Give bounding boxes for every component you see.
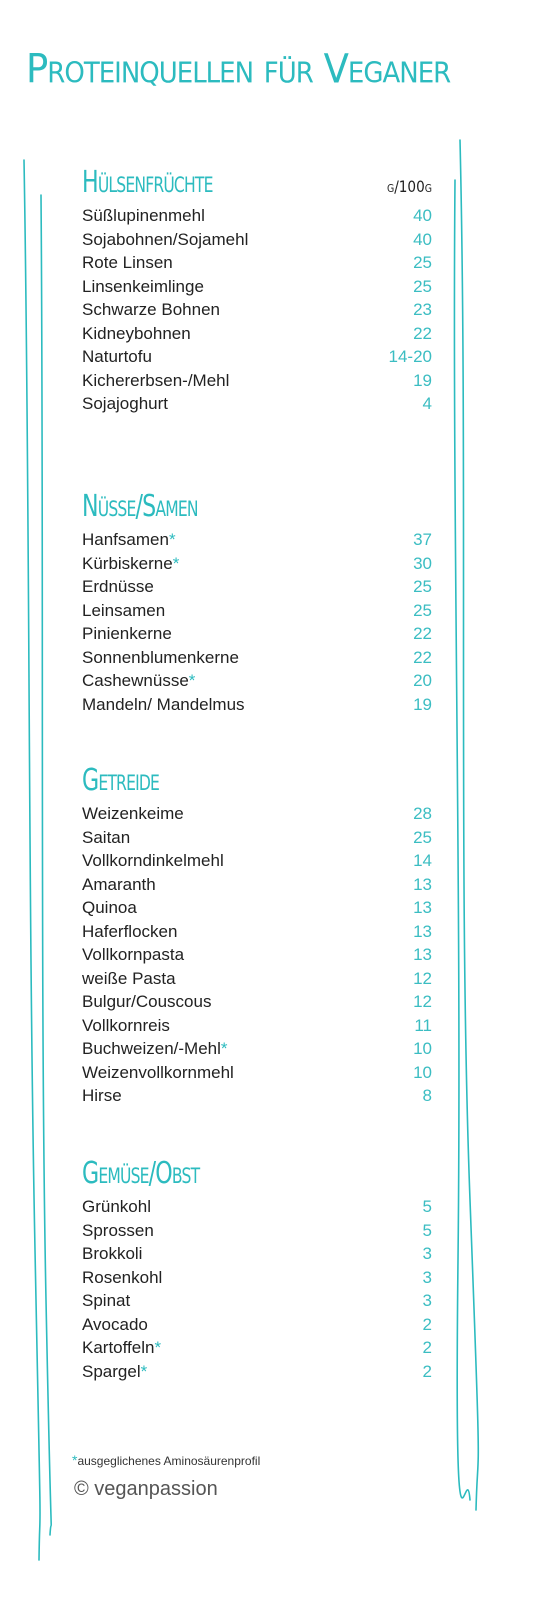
- item-value: 2: [422, 1314, 432, 1334]
- item-name: [82, 552, 179, 576]
- item-name: [82, 1014, 170, 1038]
- item-name-text: Vollkornreis: [82, 1015, 170, 1035]
- item-list: [82, 1195, 432, 1383]
- item-name: [82, 204, 205, 228]
- item-name-text: Kichererbsen-/Mehl: [82, 370, 230, 390]
- footnote-star: *: [72, 1452, 78, 1468]
- item-value: 20: [413, 671, 432, 690]
- item-name: [82, 646, 239, 670]
- item-value: 13: [413, 874, 432, 894]
- list-item: [82, 575, 432, 599]
- item-list: [82, 802, 432, 1108]
- list-item: [82, 1219, 432, 1243]
- item-name-text: Spinat: [82, 1291, 131, 1310]
- item-value: 3: [422, 1244, 432, 1263]
- section-nuesse-samen: [82, 484, 432, 716]
- item-name-text: Quinoa: [82, 898, 137, 917]
- item-name: [82, 369, 229, 393]
- item-value: 12: [413, 968, 432, 988]
- section-header: [82, 160, 432, 204]
- item-name: [82, 1360, 147, 1384]
- list-item: [82, 802, 432, 826]
- list-item: [82, 392, 432, 416]
- item-name-text: Leinsamen: [82, 600, 166, 620]
- item-value: 22: [413, 647, 432, 667]
- item-name-text: Hirse: [82, 1086, 122, 1105]
- item-name: [82, 1266, 162, 1290]
- item-name-text: Grünkohl: [82, 1197, 151, 1216]
- item-name: [82, 693, 245, 717]
- list-item: [82, 1336, 432, 1360]
- amino-star: *: [140, 1361, 148, 1381]
- list-item: [82, 1360, 432, 1384]
- item-name-text: Erdnüsse: [82, 577, 154, 596]
- item-value: 14: [413, 851, 432, 870]
- footnote-text: ausgeglichenes Aminosäurenprofil: [77, 1454, 261, 1468]
- item-name: [82, 1289, 130, 1313]
- section-title: Getreide: [82, 763, 160, 798]
- list-item: [82, 599, 432, 623]
- item-name: [82, 1195, 151, 1219]
- item-name-text: Linsenkeimlinge: [82, 276, 204, 296]
- item-name-text: Bulgur/Couscous: [82, 992, 212, 1011]
- list-item: [82, 1084, 432, 1108]
- list-item: [82, 322, 432, 346]
- section-getreide: [82, 758, 432, 1108]
- list-item: [82, 873, 432, 897]
- item-name-text: Sojajoghurt: [82, 394, 169, 413]
- item-value: 19: [413, 370, 432, 390]
- item-name-text: Buchweizen/-Mehl: [82, 1039, 221, 1058]
- list-item: [82, 275, 432, 299]
- item-value: 28: [413, 804, 432, 823]
- item-value: 25: [413, 600, 432, 620]
- item-name-text: Haferflocken: [82, 921, 178, 941]
- item-name-text: Pinienkerne: [82, 624, 172, 643]
- list-item: [82, 967, 432, 991]
- list-item: [82, 1242, 432, 1266]
- list-item: [82, 251, 432, 275]
- item-value: 25: [413, 827, 432, 847]
- item-name: [82, 990, 211, 1014]
- item-name-text: Saitan: [82, 827, 131, 847]
- list-item: [82, 345, 432, 369]
- list-item: [82, 990, 432, 1014]
- item-name: [82, 1336, 161, 1360]
- item-value: 3: [422, 1267, 432, 1287]
- list-item: [82, 528, 432, 552]
- item-value: 5: [422, 1220, 432, 1240]
- item-name-text: Sonnenblumenkerne: [82, 647, 239, 667]
- item-name-text: Weizenvollkornmehl: [82, 1062, 234, 1082]
- item-value: 25: [413, 253, 432, 272]
- item-value: 19: [413, 694, 432, 714]
- item-name: [82, 896, 137, 920]
- item-list: [82, 528, 432, 716]
- list-item: [82, 920, 432, 944]
- list-item: [82, 1289, 432, 1313]
- item-name-text: Vollkornpasta: [82, 945, 185, 964]
- item-name-text: Cashewnüsse: [82, 671, 189, 690]
- item-value: 13: [413, 921, 432, 941]
- item-name: [82, 345, 152, 369]
- item-name: [82, 943, 184, 967]
- list-item: [82, 943, 432, 967]
- list-item: [82, 646, 432, 670]
- item-name: [82, 228, 248, 252]
- item-value: 22: [413, 624, 432, 643]
- item-value: 40: [413, 206, 432, 225]
- item-name-text: Rosenkohl: [82, 1267, 163, 1287]
- item-value: 10: [413, 1039, 432, 1058]
- list-item: [82, 826, 432, 850]
- item-value: 8: [422, 1086, 432, 1105]
- item-name-text: Mandeln/ Mandelmus: [82, 694, 245, 714]
- footnote: [72, 1452, 260, 1468]
- item-name: [82, 251, 173, 275]
- item-name-text: Brokkoli: [82, 1244, 143, 1263]
- item-value: 3: [422, 1291, 432, 1310]
- item-name: [82, 1242, 142, 1266]
- item-value: 12: [413, 992, 432, 1011]
- amino-star: *: [188, 671, 196, 690]
- item-value: 40: [413, 229, 432, 249]
- item-value: 37: [413, 530, 432, 549]
- item-value: 11: [414, 1015, 432, 1035]
- section-header: [82, 758, 432, 802]
- item-name-text: Rote Linsen: [82, 253, 173, 272]
- item-name-text: Amaranth: [82, 874, 156, 894]
- item-name: [82, 967, 176, 991]
- item-name-text: Sojabohnen/Sojamehl: [82, 229, 249, 249]
- item-value: 13: [413, 898, 432, 917]
- list-item: [82, 1014, 432, 1038]
- item-name-text: Avocado: [82, 1314, 148, 1334]
- list-item: [82, 1061, 432, 1085]
- amino-star: *: [168, 530, 176, 549]
- item-name: [82, 275, 204, 299]
- list-item: [82, 622, 432, 646]
- item-name-text: Kidneybohnen: [82, 323, 191, 343]
- item-value: 22: [413, 323, 432, 343]
- item-name: [82, 826, 130, 850]
- item-name-text: Kartoffeln: [82, 1338, 155, 1357]
- item-name: [82, 599, 165, 623]
- list-item: [82, 1313, 432, 1337]
- item-name-text: Weizenkeime: [82, 804, 184, 823]
- item-name: [82, 392, 168, 416]
- section-header: [82, 484, 432, 528]
- item-name-text: Spargel: [82, 1361, 141, 1381]
- list-item: [82, 1266, 432, 1290]
- list-item: [82, 298, 432, 322]
- section-title: Nüsse/Samen: [82, 489, 198, 524]
- item-name-text: Kürbiskerne: [82, 553, 173, 573]
- item-name-text: weiße Pasta: [82, 968, 176, 988]
- section-title: Gemüse/Obst: [82, 1156, 200, 1191]
- amino-star: *: [220, 1039, 228, 1058]
- item-name: [82, 849, 224, 873]
- item-name: [82, 920, 177, 944]
- list-item: [82, 896, 432, 920]
- amino-star: *: [154, 1338, 162, 1357]
- item-value: 13: [413, 945, 432, 964]
- copyright: © veganpassion: [74, 1478, 218, 1500]
- unit-label: g/100g: [386, 177, 432, 196]
- section-huelsenfruechte: [82, 160, 432, 416]
- item-name: [82, 1037, 228, 1061]
- item-value: 14-20: [388, 347, 432, 366]
- item-name: [82, 802, 184, 826]
- list-item: [82, 552, 432, 576]
- item-name: [82, 1219, 154, 1243]
- item-value: 23: [413, 300, 432, 319]
- page-title: Proteinquellen für Veganer: [26, 46, 451, 93]
- section-gemuese-obst: [82, 1151, 432, 1383]
- item-name: [82, 298, 220, 322]
- item-value: 2: [422, 1338, 432, 1357]
- item-name-text: Naturtofu: [82, 347, 152, 366]
- item-name-text: Vollkorndinkelmehl: [82, 851, 224, 870]
- item-value: 2: [422, 1361, 432, 1381]
- item-name: [82, 669, 195, 693]
- item-name-text: Schwarze Bohnen: [82, 300, 220, 319]
- item-name: [82, 1061, 234, 1085]
- item-value: 25: [413, 577, 432, 596]
- item-name-text: Sprossen: [82, 1220, 154, 1240]
- list-item: [82, 1037, 432, 1061]
- item-name-text: Hanfsamen: [82, 530, 169, 549]
- list-item: [82, 669, 432, 693]
- item-name: [82, 575, 154, 599]
- section-title: Hülsenfrüchte: [82, 165, 213, 200]
- item-name-text: Süßlupinenmehl: [82, 206, 205, 225]
- item-value: 25: [413, 276, 432, 296]
- item-value: 30: [413, 553, 432, 573]
- list-item: [82, 693, 432, 717]
- amino-star: *: [172, 553, 180, 573]
- list-item: [82, 1195, 432, 1219]
- item-name: [82, 1084, 122, 1108]
- item-name: [82, 322, 191, 346]
- list-item: [82, 228, 432, 252]
- list-item: [82, 204, 432, 228]
- section-header: [82, 1151, 432, 1195]
- item-name: [82, 873, 156, 897]
- item-value: 4: [422, 394, 432, 413]
- list-item: [82, 849, 432, 873]
- item-value: 10: [413, 1062, 432, 1082]
- item-name: [82, 1313, 148, 1337]
- list-item: [82, 369, 432, 393]
- item-list: [82, 204, 432, 416]
- item-name: [82, 622, 172, 646]
- item-name: [82, 528, 176, 552]
- item-value: 5: [422, 1197, 432, 1216]
